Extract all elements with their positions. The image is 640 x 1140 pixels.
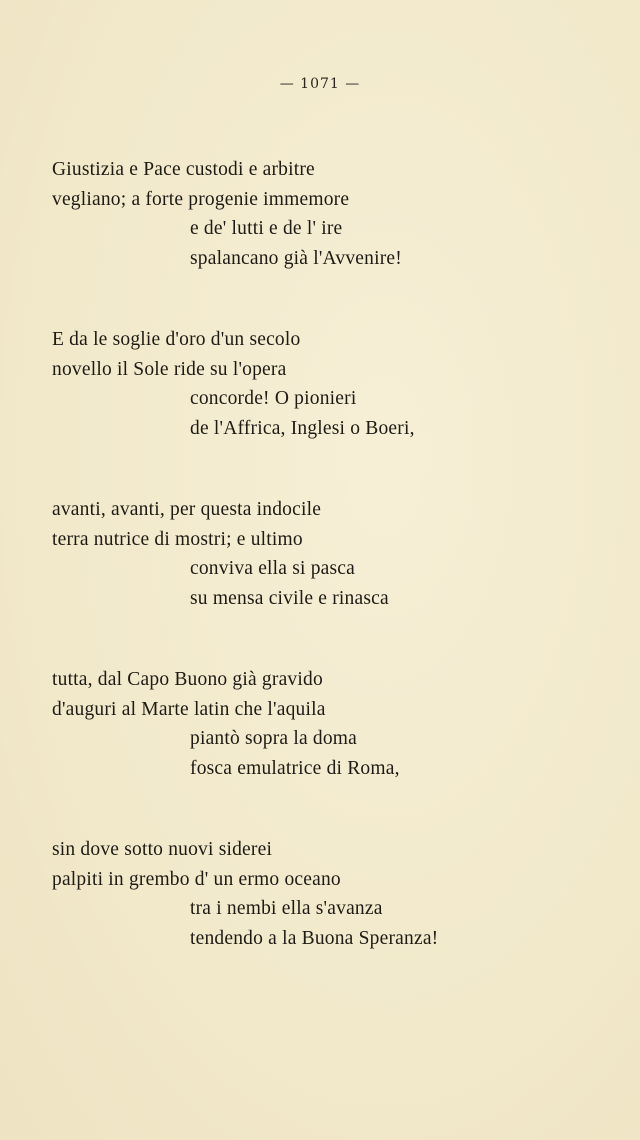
verse-line: sin dove sotto nuovi siderei xyxy=(52,839,273,860)
verse-line: concorde! O pionieri xyxy=(190,388,357,409)
verse-line: E da le soglie d'oro d'un secolo xyxy=(52,329,301,350)
verse-line: spalancano già l'Avvenire! xyxy=(190,247,402,269)
verse-line: avanti, avanti, per questa indocile xyxy=(52,499,322,520)
verse-line: novello il Sole ride su l'opera xyxy=(52,358,287,380)
verse-line: palpiti in grembo d' un ermo oceano xyxy=(52,868,341,890)
verse-line: conviva ella si pasca xyxy=(190,558,356,579)
verse-line: Giustizia e Pace custodi e arbitre xyxy=(52,159,315,180)
stanza-4 xyxy=(52,665,612,783)
verse-line: tra i nembi ella s'avanza xyxy=(190,898,383,919)
verse-line: d'auguri al Marte latin che l'aquila xyxy=(52,698,326,720)
verse-line: su mensa civile e rinasca xyxy=(190,587,389,609)
stanza-3 xyxy=(52,495,612,613)
verse-line: de l'Affrica, Inglesi o Boeri, xyxy=(190,417,415,439)
page-number: — 1071 — xyxy=(279,76,361,92)
stanza-2 xyxy=(52,325,612,443)
verse-line: tendendo a la Buona Speranza! xyxy=(190,927,439,949)
verse-line: vegliano; a forte progenie immemore xyxy=(52,188,350,210)
stanza-1 xyxy=(52,155,612,273)
verse-line: fosca emulatrice di Roma, xyxy=(190,757,400,779)
verse-line: e de' lutti e de l' ire xyxy=(190,218,343,239)
verse-line: piantò sopra la doma xyxy=(190,728,357,749)
verse-line: tutta, dal Capo Buono già gravido xyxy=(52,669,323,690)
verse-line: terra nutrice di mostri; e ultimo xyxy=(52,528,303,550)
stanza-5 xyxy=(52,835,612,953)
